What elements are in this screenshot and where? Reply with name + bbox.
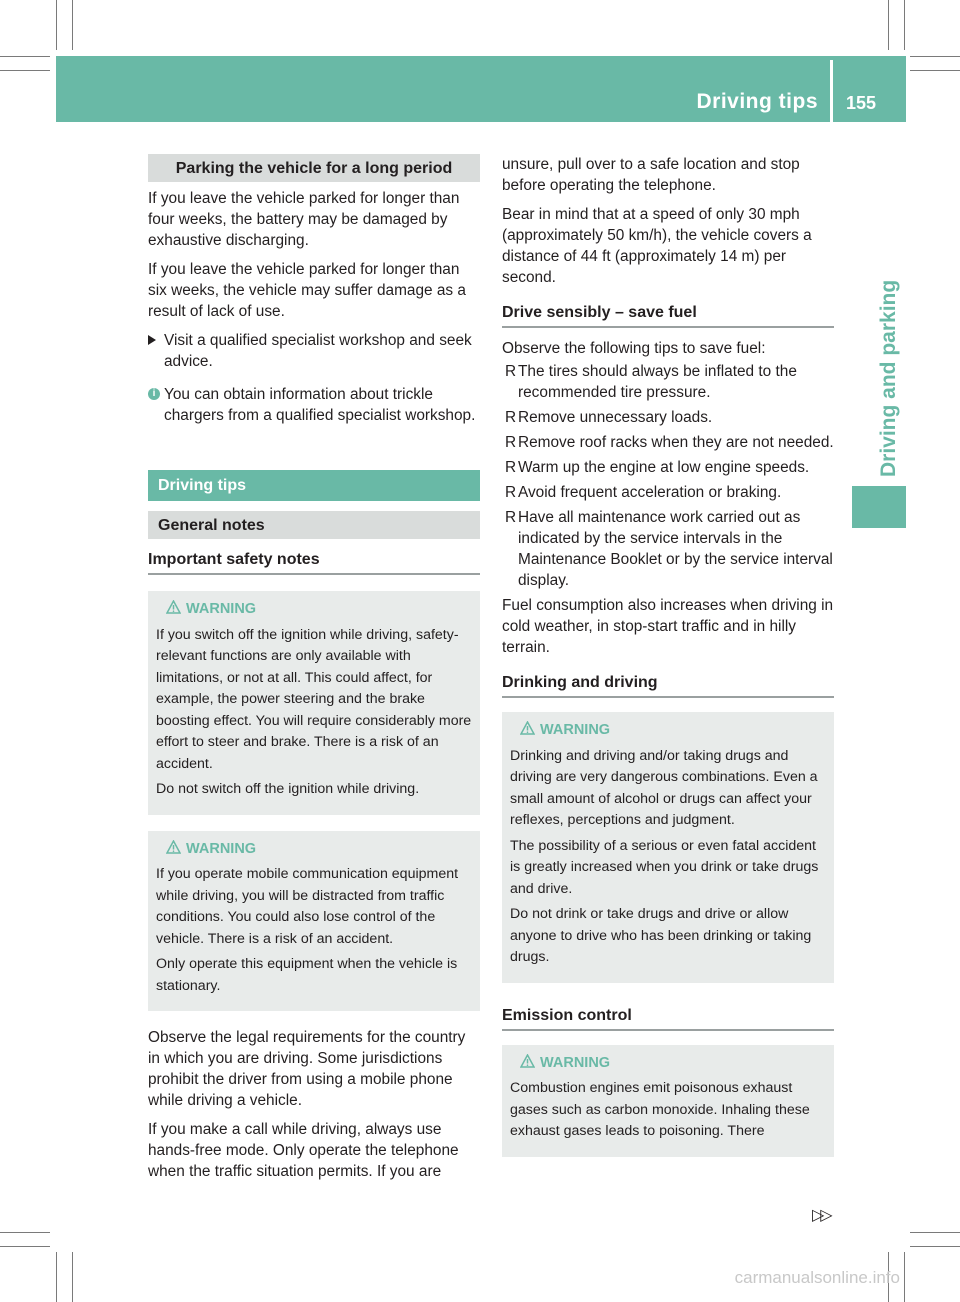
warning-header [156, 599, 474, 621]
warning-header [510, 1053, 828, 1075]
watermark: carmanualsonline.info [734, 1268, 900, 1287]
paragraph: If you make a call while driving, always use hands-free mode. Only operate the telephone when the traffic situation permits. If you are [148, 1121, 459, 1180]
header-divider [830, 60, 833, 122]
crop-mark [56, 1252, 57, 1302]
crop-mark [888, 0, 889, 50]
paragraph: Observe the legal requirements for the country in which you are driving. Some jurisdictions prohibit the driver from using a mobile phone while driving a vehicle. [148, 1029, 466, 1109]
warning-text: Drinking and driving and/or taking drugs and driving are very dangerous combinations. Even a small amount of alcohol or drugs can affect your reflexes, perceptions and judgment. [510, 747, 818, 828]
crop-mark [910, 56, 960, 57]
list-item: R Remove unnecessary loads. [505, 409, 713, 426]
fuel-tips-list [502, 361, 834, 591]
page-title: Driving tips [696, 90, 818, 113]
crop-mark [910, 70, 960, 71]
warning-header [156, 839, 474, 861]
warning-label: WARNING [186, 601, 257, 617]
heading-important-safety-notes: Important safety notes [148, 549, 480, 575]
info-note [148, 384, 480, 426]
info-icon: i [148, 388, 160, 400]
right-column [502, 154, 834, 1173]
chapter-side-tab [852, 250, 902, 490]
crop-mark [72, 1252, 73, 1302]
warning-text: If you operate mobile communication equipment while driving, you will be distracted from traffic conditions. You could also lose control of the vehicle. There is a risk of an accident. [156, 866, 459, 947]
paragraph: Bear in mind that at a speed of only 30 mph (approximately 50 km/h), the vehicle covers a distance of 44 ft (approximately 14 m) per second. [502, 206, 812, 286]
crop-mark [0, 1232, 50, 1233]
warning-box [502, 712, 834, 983]
warning-text: Only operate this equipment when the vehicle is stationary. [156, 956, 458, 994]
list-item: R Remove roof racks when they are not needed. [505, 434, 834, 451]
paragraph: If you leave the vehicle parked for longer than six weeks, the vehicle may suffer damage as a result of lack of use. [148, 261, 466, 320]
warning-text: Do not switch off the ignition while driving. [156, 781, 420, 797]
warning-label: WARNING [540, 722, 611, 738]
warning-text: Do not drink or take drugs and drive or allow anyone to drive who has been drinking or taking drugs. [510, 906, 812, 965]
list-item-text: The tires should always be inflated to the recommended tire pressure. [518, 363, 797, 401]
crop-mark [56, 0, 57, 50]
instruction-step [148, 330, 480, 372]
chapter-label: Driving and parking [877, 279, 900, 477]
list-item-text: Warm up the engine at low engine speeds. [518, 459, 810, 476]
warning-text: If you switch off the ignition while driving, safety-relevant functions are only available with limitations, or not at all. This could affect, for example, the power steering and the brake boosting effect. You will require considerably more effort to steer and brake. There is a risk of an accident. [156, 626, 472, 772]
list-item-text: Avoid frequent acceleration or braking. [518, 484, 782, 501]
list-item: R Have all maintenance work carried out as indicated by the service intervals in the Maintenance Booklet or by the service interval display. [505, 509, 833, 589]
crop-mark [0, 1246, 50, 1247]
warning-text: Combustion engines emit poisonous exhaust gases such as carbon monoxide. Inhaling these exhaust gases leads to poisoning. There [510, 1080, 810, 1139]
list-item: R Avoid frequent acceleration or braking. [505, 484, 782, 501]
warning-header [510, 720, 828, 742]
list-item-text: Remove unnecessary loads. [518, 409, 713, 426]
paragraph: If you leave the vehicle parked for longer than four weeks, the battery may be damaged by exhaustive discharging. [148, 190, 460, 249]
info-text: You can obtain information about trickle chargers from a qualified specialist workshop. [164, 386, 476, 424]
heading-emission-control: Emission control [502, 1005, 834, 1031]
section-banner-driving-tips: Driving tips [148, 470, 480, 501]
crop-mark [72, 0, 73, 50]
crop-mark [910, 1246, 960, 1247]
paragraph: Fuel consumption also increases when driving in cold weather, in stop-start traffic and in hilly terrain. [502, 597, 834, 656]
warning-box [148, 591, 480, 815]
list-item: R The tires should always be inflated to the recommended tire pressure. [505, 363, 797, 401]
warning-triangle-icon [166, 840, 181, 854]
chapter-marker-block [852, 486, 906, 528]
warning-text: The possibility of a serious or even fatal accident is greatly increased when you drink or take drugs and drive. [510, 837, 819, 897]
crop-mark [904, 1252, 905, 1302]
list-item-text: Remove roof racks when they are not needed. [518, 434, 834, 451]
left-column [148, 154, 480, 1190]
warning-label: WARNING [540, 1054, 611, 1071]
section-heading-parking: Parking the vehicle for a long period [148, 154, 480, 182]
step-text: Visit a qualified specialist workshop and seek advice. [164, 332, 472, 370]
warning-box [148, 831, 480, 1012]
heading-drinking-and-driving: Drinking and driving [502, 672, 834, 698]
crop-mark [0, 70, 50, 71]
warning-label: WARNING [186, 840, 257, 857]
paragraph: unsure, pull over to a safe location and stop before operating the telephone. [502, 156, 800, 194]
warning-triangle-icon [166, 600, 181, 614]
warning-triangle-icon [520, 721, 535, 735]
crop-mark [0, 56, 50, 57]
heading-drive-sensibly: Drive sensibly – save fuel [502, 302, 834, 328]
warning-triangle-icon [520, 1054, 535, 1068]
warning-box [502, 1045, 834, 1157]
continue-arrows-icon: ▷▷ [812, 1207, 829, 1224]
subsection-general-notes: General notes [148, 511, 480, 539]
page-number: 155 [846, 93, 877, 113]
crop-mark [910, 1232, 960, 1233]
paragraph: Observe the following tips to save fuel: [502, 340, 766, 357]
list-item: R Warm up the engine at low engine speeds. [505, 459, 810, 476]
list-item-text: Have all maintenance work carried out as indicated by the service intervals in the Maintenance Booklet or by the service interval display. [518, 509, 833, 589]
crop-mark [904, 0, 905, 50]
step-arrow-icon [148, 335, 156, 345]
